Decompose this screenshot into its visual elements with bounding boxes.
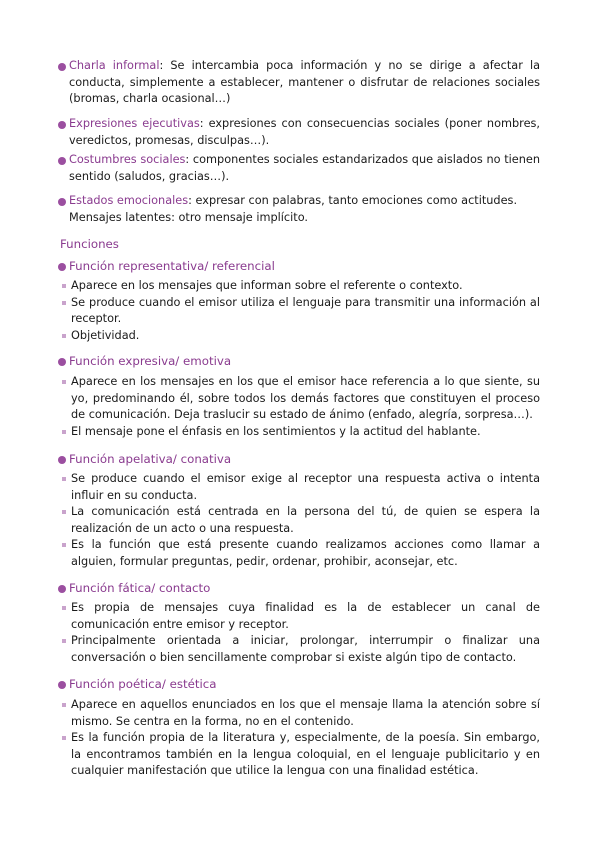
function-heading-apelativa — [58, 451, 231, 468]
bullet-dot-icon — [58, 585, 66, 593]
square-bullet-icon — [62, 430, 66, 434]
list-item: Aparece en los mensajes en los que el emisor hace referencia a lo que siente, su yo, predominando él, sobre todos los demás factores que constituyen el proceso de comunicación. Deja traslucir su estado de ánimo (enfado, alegría, sorpresa…). — [62, 374, 540, 424]
list-item: Es la función que está presente cuando realizamos acciones como llamar a alguien, formular preguntas, pedir, ordenar, prohibir, aconsejar, etc. — [62, 537, 540, 570]
term-text: : Se intercambia poca información y no se dirige a afectar la conducta, simplemente a establecer, mantener o disfrutar de relaciones sociales (bromas, charla ocasional…) — [69, 59, 541, 105]
term-extra-text: Mensajes latentes: otro mensaje implícito. — [69, 210, 309, 224]
function-items-representativa — [62, 278, 540, 344]
term-charla-informal — [58, 58, 540, 108]
bullet-dot-icon — [58, 121, 66, 129]
square-bullet-icon — [62, 736, 66, 740]
bullet-dot-icon — [58, 157, 66, 165]
term-label: Costumbres sociales — [69, 153, 186, 166]
list-item: Es la función propia de la literatura y, especialmente, de la poesía. Sin embargo, la encontramos también en la lengua coloquial, en el lenguaje publicitario y en cualquier manifestación que utilice la lengua con una finalidad estética. — [62, 730, 540, 780]
list-item: Aparece en los mensajes que informan sobre el referente o contexto. — [62, 278, 540, 295]
term-label: Charla informal — [69, 59, 160, 72]
list-item: Aparece en aquellos enunciados en los que el mensaje llama la atención sobre sí mismo. Se centra en la forma, no en el contenido. — [62, 697, 540, 730]
bullet-dot-icon — [58, 63, 66, 71]
function-title: Función fática/ contacto — [69, 581, 211, 595]
term-estados-emocionales — [58, 193, 540, 226]
bullet-dot-icon — [58, 263, 66, 271]
square-bullet-icon — [62, 301, 66, 305]
function-heading-poetica — [58, 676, 217, 693]
term-text: : componentes sociales estandarizados que aislados no tienen sentido (saludos, gracias…). — [69, 153, 540, 183]
term-text: : expresiones con consecuencias sociales (poner nombres, veredictos, promesas, disculpas…). — [69, 117, 541, 147]
bullet-dot-icon — [58, 358, 66, 366]
function-items-expresiva — [62, 374, 540, 440]
list-item: Se produce cuando el emisor utiliza el lenguaje para transmitir una información al receptor. — [62, 295, 540, 328]
function-title: Función representativa/ referencial — [69, 259, 275, 273]
square-bullet-icon — [62, 510, 66, 514]
square-bullet-icon — [62, 334, 66, 338]
square-bullet-icon — [62, 543, 66, 547]
function-heading-fatica — [58, 580, 210, 597]
bullet-dot-icon — [58, 456, 66, 464]
term-costumbres-sociales — [58, 152, 540, 185]
square-bullet-icon — [62, 380, 66, 384]
bullet-dot-icon — [58, 681, 66, 689]
bullet-dot-icon — [58, 198, 66, 206]
list-item: Se produce cuando el emisor exige al receptor una respuesta activa o intenta influir en su conducta. — [62, 471, 540, 504]
square-bullet-icon — [62, 477, 66, 481]
section-title-funciones: Funciones — [60, 237, 119, 251]
function-items-apelativa — [62, 471, 540, 570]
list-item: El mensaje pone el énfasis en los sentimientos y la actitud del hablante. — [62, 424, 540, 441]
function-title: Función apelativa/ conativa — [69, 452, 232, 466]
term-expresiones-ejecutivas — [58, 116, 540, 149]
function-heading-expresiva — [58, 353, 231, 370]
term-label: Estados emocionales — [69, 194, 189, 207]
list-item: Objetividad. — [62, 328, 540, 345]
function-title: Función poética/ estética — [69, 677, 217, 691]
list-item: La comunicación está centrada en la persona del tú, de quien se espera la realización de un acto o una respuesta. — [62, 504, 540, 537]
term-label: Expresiones ejecutivas — [69, 117, 200, 130]
function-heading-representativa — [58, 258, 275, 275]
function-title: Función expresiva/ emotiva — [69, 354, 232, 368]
square-bullet-icon — [62, 703, 66, 707]
square-bullet-icon — [62, 639, 66, 643]
function-items-fatica — [62, 600, 540, 666]
list-item: Es propia de mensajes cuya finalidad es la de establecer un canal de comunicación entre emisor y receptor. — [62, 600, 540, 633]
square-bullet-icon — [62, 606, 66, 610]
function-items-poetica — [62, 697, 540, 780]
square-bullet-icon — [62, 284, 66, 288]
term-text: : expresar con palabras, tanto emociones como actitudes. — [188, 194, 518, 207]
list-item: Principalmente orientada a iniciar, prolongar, interrumpir o finalizar una conversación o bien sencillamente comprobar si existe algún tipo de contacto. — [62, 633, 540, 666]
